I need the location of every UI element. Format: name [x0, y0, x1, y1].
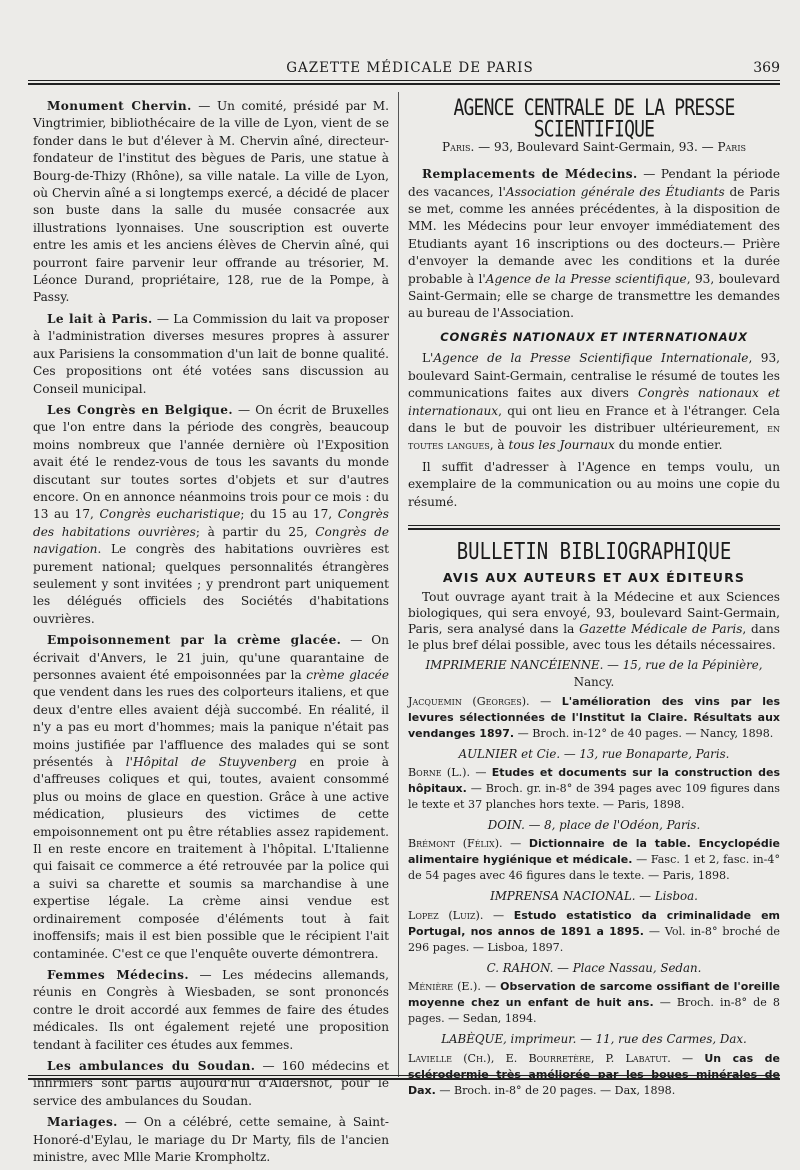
- agence-address-text: . — 93, Boulevard Saint-Germain, 93. —: [470, 139, 714, 154]
- right-column: [408, 95, 781, 1103]
- section-rule: [408, 525, 780, 530]
- publisher-3: DOIN. — 8, place de l'Odéon, Paris.: [487, 817, 701, 832]
- avis-body-1: Tout ouvrage ayant trait à la Médecine et aux Sciences biologiques, qui sera envoyé, 93, boulevard Saint-Germain, Paris, sera analysé dans la: [408, 589, 780, 636]
- bib-entry-6-title: Un cas de sclérodermie très améliorée par les boues minérales de Dax.: [408, 1051, 780, 1097]
- rempl-body-2: de Paris se met, comme les années précédentes, à la disposition de MM. les Médecins pour leur envoyer immédiatement des Etudiants ayant 16 inscriptions ou des docteurs.— Prière d'envoyer la demande avec les conditions et la durée probable à l': [408, 184, 780, 286]
- page-number: 369: [753, 60, 780, 76]
- empois-heading: Empoisonnement par la crème glacée.: [47, 633, 342, 648]
- congres-italic-1: Congrès eucharistique: [99, 507, 241, 522]
- publisher-4: IMPRENSA NACIONAL. — Lisboa.: [490, 889, 698, 904]
- congres-body-3: ; à partir du 25,: [195, 524, 308, 539]
- agence-city-1: Paris: [442, 139, 471, 154]
- bib-entry-2-author: Borne (L.). —: [408, 765, 487, 779]
- avis-body-2: , dans le plus bref délai possible, avec tous les détails nécessaires.: [408, 621, 780, 652]
- rempl-italic-2: Agence de la Presse scientifique: [485, 271, 687, 286]
- soudan-heading: Les ambulances du Soudan.: [47, 1058, 256, 1073]
- bib-entry-4-author: Lopez (Luiz). —: [408, 908, 505, 922]
- avis-paragraph: [408, 589, 780, 653]
- bib-entry-4-details: — Vol. in-8° broché de 296 pages. — Lisboa, 1897.: [408, 924, 780, 954]
- mariages-heading: Mariages.: [47, 1115, 118, 1130]
- lait-body: — La Commission du lait va proposer à l'administration diverses mesures propres à assurer aux Parisiens la consommation d'un lait de bonne qualité. Ces propositions ont été votées sans discussion au Conseil municipal.: [33, 311, 389, 396]
- bib-entry-3-details: — Fasc. 1 et 2, fasc. in-4° de 54 pages avec 46 figures dans le texte. — Paris, 1898.: [408, 853, 780, 883]
- congres-body-4: . Le congrès des habitations ouvrières est purement national; quelques personnalités étrangères seulement y sont invitées ; y prendront part uniquement les délégués officiels des Sociétés d'habitations ouvrières.: [33, 542, 389, 626]
- bib-entry-5-author: Ménière (E.). —: [408, 980, 497, 994]
- bib-entry-1-title: L'amélioration des vins par les levures sélectionnées de l'Institut la Claire. Résultats aux vendanges 1897.: [408, 694, 780, 740]
- empois-italic-2: l'Hôpital de Stuyvenberg: [125, 755, 297, 770]
- empois-body-2: que vendent dans les rues des colporteurs italiens, et que deux d'entre elles avaient déjà succombé. En réalité, il n'y a pas eu mort d'hommes; mais la panique n'était pas moins justifiée par l'affluence des malades qui se sont présentés à: [33, 685, 389, 770]
- congres-body-1: — On écrit de Bruxelles que l'on entre dans la période des congrès, beaucoup moins nombreux que l'année dernière où l'Exposition avait été le rendez-vous de tous les savants du monde discutant sur toutes sortes d'objets et sur d'autres encore. On en annonce néanmoins trois pour ce mois : du 13 au 17,: [33, 402, 389, 522]
- cn-body-4: , à: [489, 438, 505, 453]
- article-congres-nationaux: [408, 350, 780, 454]
- bib-entry-1: [408, 694, 780, 742]
- soudan-body: — 160 médecins et infirmiers sont partis aujourd'hui d'Aldershot, pour le service des ambulances du Soudan.: [33, 1058, 389, 1108]
- mariages-body: — On a célébré, cette semaine, à Saint-Honoré-d'Eylau, le mariage du Dr Marty, fils de l'ancien ministre, avec Mlle Marie Krompholtz.: [33, 1115, 389, 1164]
- publisher-2: AULNIER et Cie. — 13, rue Bonaparte, Paris.: [458, 746, 730, 761]
- rempl-italic-1: Association générale des Étudiants: [505, 184, 725, 199]
- running-head: [30, 58, 790, 82]
- publisher-1: [408, 657, 780, 692]
- article-mariages: [33, 1114, 389, 1166]
- bib-entry-5: [408, 979, 780, 1027]
- bib-entry-6-details: — Broch. in-8° de 20 pages. — Dax, 1898.: [439, 1083, 676, 1097]
- bib-entry-4: [408, 908, 780, 956]
- publisher-6: LABÈQUE, imprimeur. — 11, rue des Carmes, Dax.: [441, 1032, 747, 1047]
- femmes-body: — Les médecins allemands, réunis en Congrès à Wiesbaden, se sont prononcés contre le droit accordé aux femmes de faire des études médicales. Ils ont également rejeté une proposition tendant à faciliter ces études aux femmes.: [33, 967, 389, 1052]
- publisher-5: C. RAHON. — Place Nassau, Sedan.: [486, 960, 702, 975]
- bulletin-heading: BULLETIN BIBLIOGRAPHIQUE: [456, 538, 732, 565]
- cn-italic-2: Congrès nationaux et internationaux: [408, 386, 780, 418]
- bib-entry-2-details: — Broch. gr. in-8° de 394 pages avec 109 figures dans le texte et 37 planches hors texte. — Paris, 1898.: [408, 781, 780, 811]
- article-remplacements: [408, 166, 780, 323]
- bib-entry-3: [408, 836, 780, 884]
- publisher-1-name: IMPRIMERIE NANCÉIENNE. — 15, rue de la Pépinière,: [425, 657, 763, 672]
- bib-entry-1-details: — Broch. in-12° de 40 pages. — Nancy, 1898.: [517, 726, 774, 740]
- bib-entry-3-title: Dictionnaire de la table. Encyclopédie alimentaire hygiénique et médicale.: [408, 837, 780, 867]
- cn-italic-1: Agence de la Presse Scientifique Internationale: [433, 351, 749, 366]
- bib-entry-2-title: Etudes et documents sur la construction des hôpitaux.: [408, 765, 781, 795]
- avis-italic: Gazette Médicale de Paris: [579, 621, 743, 636]
- top-rule: [28, 80, 780, 85]
- rempl-body-1: — Pendant la période des vacances, l': [408, 167, 781, 199]
- cn-body-2: , 93, boulevard Saint-Germain, centralise le résumé de toutes les communications faites aux divers: [408, 351, 781, 401]
- cn-paragraph-2: Il suffit d'adresser à l'Agence en temps voulu, un exemplaire de la communication ou au moins une copie du résumé.: [408, 459, 780, 509]
- cn-body-1: L': [422, 351, 434, 366]
- femmes-heading: Femmes Médecins.: [47, 967, 189, 982]
- cn-italic-3: tous les Journaux: [508, 438, 615, 453]
- empois-body-1: — On écrivait d'Anvers, le 21 juin, qu'une quarantaine de personnes avaient été empoisonnées par la: [33, 633, 389, 682]
- article-femmes-medecins: [33, 967, 389, 1054]
- rempl-body-3: , 93, boulevard Saint-Germain; elle se charge de transmettre les demandes au bureau de l'Association.: [408, 271, 780, 321]
- congres-italic-3: Congrès de navigation: [33, 524, 389, 557]
- bib-entry-1-author: Jacquemin (Georges). —: [408, 694, 552, 708]
- congres-subheading: CONGRÈS NATIONAUX ET INTERNATIONAUX: [440, 329, 748, 344]
- empois-body-3: en proie à d'affreuses coliques et qui, toutes, avaient consommé plus ou moins de glace en question. Grâce à une active médication, plusieurs des victimes de cette empoisonnement ont pu être rétablies assez rapidement. Il en reste encore en traitement à l'hôpital. L'Italienne qui faisait ce commerce a été retrouvée par la police qui a suivi sa charette et soumis sa marchandise à une expertise légale. La crème ainsi vendue est ordinairement composée d'éléments tout à fait inoffensifs; mais il est bien possible que le récipient l'ait contaminée. C'est ce que l'enquête ouverte démontrera.: [33, 755, 389, 961]
- rempl-heading: Remplacements de Médecins.: [422, 167, 638, 182]
- article-soudan: [33, 1058, 389, 1110]
- congres-heading: Les Congrès en Belgique.: [47, 402, 233, 417]
- lait-heading: Le lait à Paris.: [47, 311, 153, 326]
- cn-body-3: , qui ont lieu en France et à l'étranger. Cela dans le but de pouvoir les distribuer ultérieurement,: [408, 403, 780, 435]
- monument-body: — Un comité, présidé par M. Vingtrimier, bibliothécaire de la ville de Lyon, vient de se fonder dans le but d'élever à M. Chervin aîné, directeur-fondateur de l'institut des bègues de Paris, une statue à Bourg-de-Thizy (Rhône), sa ville natale. La ville de Lyon, où Chervin aîné a si longtemps exercé, a décidé de placer son buste dans la salle du musée consacrée aux illustrations lyonnaises. Une souscription est ouverte entre les amis et les anciens élèves de Chervin aîné, qui pourront faire parvenir leur offrande au trésorier, M. Léonce Durand, propriétaire, 128, rue de la Pompe, à Passy.: [33, 99, 389, 305]
- cn-small-caps: en toutes langues: [408, 420, 780, 453]
- bib-entry-3-author: Brémont (Félix). —: [408, 837, 522, 851]
- bib-entry-2: [408, 765, 780, 813]
- journal-title: GAZETTE MÉDICALE DE PARIS: [286, 60, 534, 76]
- agence-city-2: Paris: [717, 139, 746, 154]
- bottom-rule: [28, 1075, 780, 1080]
- column-divider: [398, 92, 399, 1077]
- article-monument: [33, 98, 389, 307]
- article-lait: [33, 311, 389, 398]
- congres-body-2: ; du 15 au 17,: [240, 507, 333, 522]
- article-congres-belgique: [33, 402, 389, 628]
- bib-entry-5-details: — Broch. in-8° de 8 pages. — Sedan, 1894.: [408, 996, 780, 1026]
- bib-entry-4-title: Estudo estatistico da criminalidade em Portugal, nos annos de 1891 a 1895.: [408, 908, 780, 938]
- avis-heading: AVIS AUX AUTEURS ET AUX ÉDITEURS: [442, 570, 746, 586]
- bib-entry-5-title: Observation de sarcome ossifiant de l'oreille moyenne chez un enfant de huit ans.: [408, 980, 780, 1010]
- congres-italic-2: Congrès des habitations ouvrières: [33, 507, 389, 539]
- empois-italic-1: crème glacée: [306, 668, 389, 682]
- article-empoisonnement: [33, 632, 389, 963]
- left-column: [33, 98, 389, 1170]
- bib-entry-6-author: Lavielle (Ch.), E. Bourretère, P. Labatut. —: [408, 1051, 694, 1065]
- cn-body-5: du monde entier.: [618, 438, 723, 453]
- monument-heading: Monument Chervin.: [47, 99, 192, 113]
- publisher-1-city: Nancy.: [573, 675, 615, 690]
- agence-heading: AGENCE CENTRALE DE LA PRESSE SCIENTIFIQUE: [453, 95, 735, 144]
